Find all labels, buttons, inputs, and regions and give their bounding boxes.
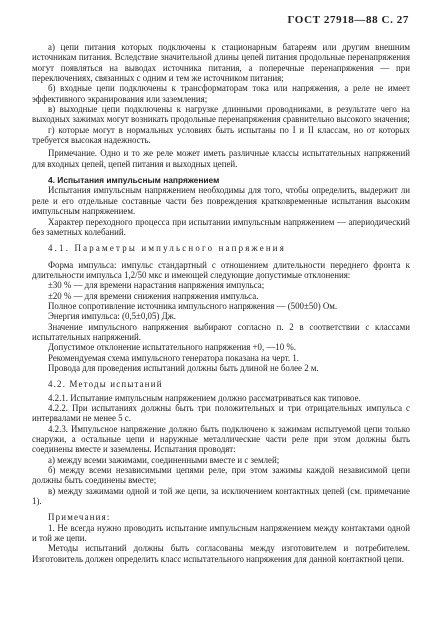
list-item-b: б) входные цепи подключены к трансформаторам тока или напряжения, а реле не имеет эффективного экранирования или заземления; — [32, 83, 410, 104]
generator-scheme: Рекомендуемая схема импульсного генератора показана на черт. 1. — [48, 352, 299, 363]
list-item-v: в) выходные цепи подключены к нагрузке длинными проводниками, в результате чего на выходных зажимах могут возникать продольные перенапряжения сравнительно высокого значения; — [32, 104, 410, 125]
section-4-paragraph-1: Испытания импульсным напряжением необходимы для того, чтобы определить, выдержит ли реле и его отдельные составные части без повреждения кратковременные испытания высоким импульсным напряжением. — [32, 185, 410, 217]
clause-4-2-3: 4.2.3. Импульсное напряжение должно быть подключено к зажимам испытуемой цепи только снаружи, а остальные цепи и наружные металлические части реле при этом должны быть соединены вместе и заземлены. Испытания проводят: — [32, 423, 410, 455]
section-4-paragraph-2: Характер переходного процесса при испытании импульсным напряжением — апериодический без заметных колебаний. — [32, 216, 410, 237]
list-item-a: а) цепи питания которых подключены к стационарным батареям или другим внешним источникам питания. Вследствие значительной длины цепей питания продольные перенапряжения могут появляться на выводах источника питания, а поперечные перенапряжения — при переключениях, связанных с одним и тем же источником питания; — [32, 42, 410, 84]
clause-4-2-1: 4.2.1. Испытание импульсным напряжением должно рассматриваться как типовое. — [48, 392, 361, 403]
clause-4-2-2: 4.2.2. При испытаниях должны быть три положительных и три отрицательных импульса с интервалами не менее 5 с. — [32, 403, 410, 424]
deviation-fall: ±20 % — для времени снижения напряжения импульса. — [48, 290, 259, 301]
section-4-1-heading: 4.1. Параметры импульсного напряжения — [48, 243, 287, 254]
test-item-a: а) между всеми зажимами, соединенными вместе и с землей; — [48, 454, 280, 465]
pulse-form-paragraph: Форма импульса: импульс стандартный с отношением длительности переднего фронта к длительности импульса 1,2/50 мкс и имеющей следующие допустимые отклонения: — [32, 259, 410, 280]
note-1: 1. Не всегда нужно проводить испытание импульсным напряжением между контактами одной и той же цепи. — [32, 522, 410, 544]
note-paragraph: Примечание. Одно и то же реле может иметь различные классы испытательных напряжений для входных цепей, цепей питания и выходных цепей. — [32, 148, 410, 169]
pulse-energy: Энергия импульса: (0,5±0,05) Дж. — [48, 311, 177, 322]
page-header: ГОСТ 27918—88 С. 27 — [287, 14, 409, 26]
voltage-value-paragraph: Значение импульсного напряжения выбирают согласно п. 2 в соответствии с классами испытательных напряжений. — [32, 321, 410, 342]
section-4-heading: 4. Испытания импульсным напряжением — [48, 175, 220, 186]
deviation-rise: ±30 % — для времени нарастания напряжения импульса; — [48, 280, 265, 291]
test-wires: Провода для проведения испытаний должны быть длиной не более 2 м. — [48, 362, 319, 373]
test-item-v: в) между зажимами одной и той же цепи, за исключением контактных цепей (см. примечание 1). — [32, 485, 410, 507]
test-item-b: б) между всеми независимыми цепями реле, при этом зажимы каждой независимой цепи должны быть соединены вместе; — [32, 465, 410, 486]
notes-heading: Примечания: — [48, 512, 111, 523]
document-body — [32, 42, 410, 564]
section-4-2-heading: 4.2. Методы испытаний — [48, 379, 163, 390]
list-item-g: г) которые могут в нормальных условиях быть испытаны по I и II классам, но от которых требуется высокая надежность. — [32, 124, 410, 146]
voltage-tolerance: Допустимое отклонение испытательного напряжения +0, —10 %. — [48, 342, 296, 353]
source-impedance: Полное сопротивление источника импульсного напряжения — (500±50) Ом. — [48, 300, 338, 311]
note-2: Методы испытаний должны быть согласованы между изготовителем и потребителем. Изготовитель должен определить класс испытательного напряжения для данной контактной цепи. — [32, 543, 410, 564]
